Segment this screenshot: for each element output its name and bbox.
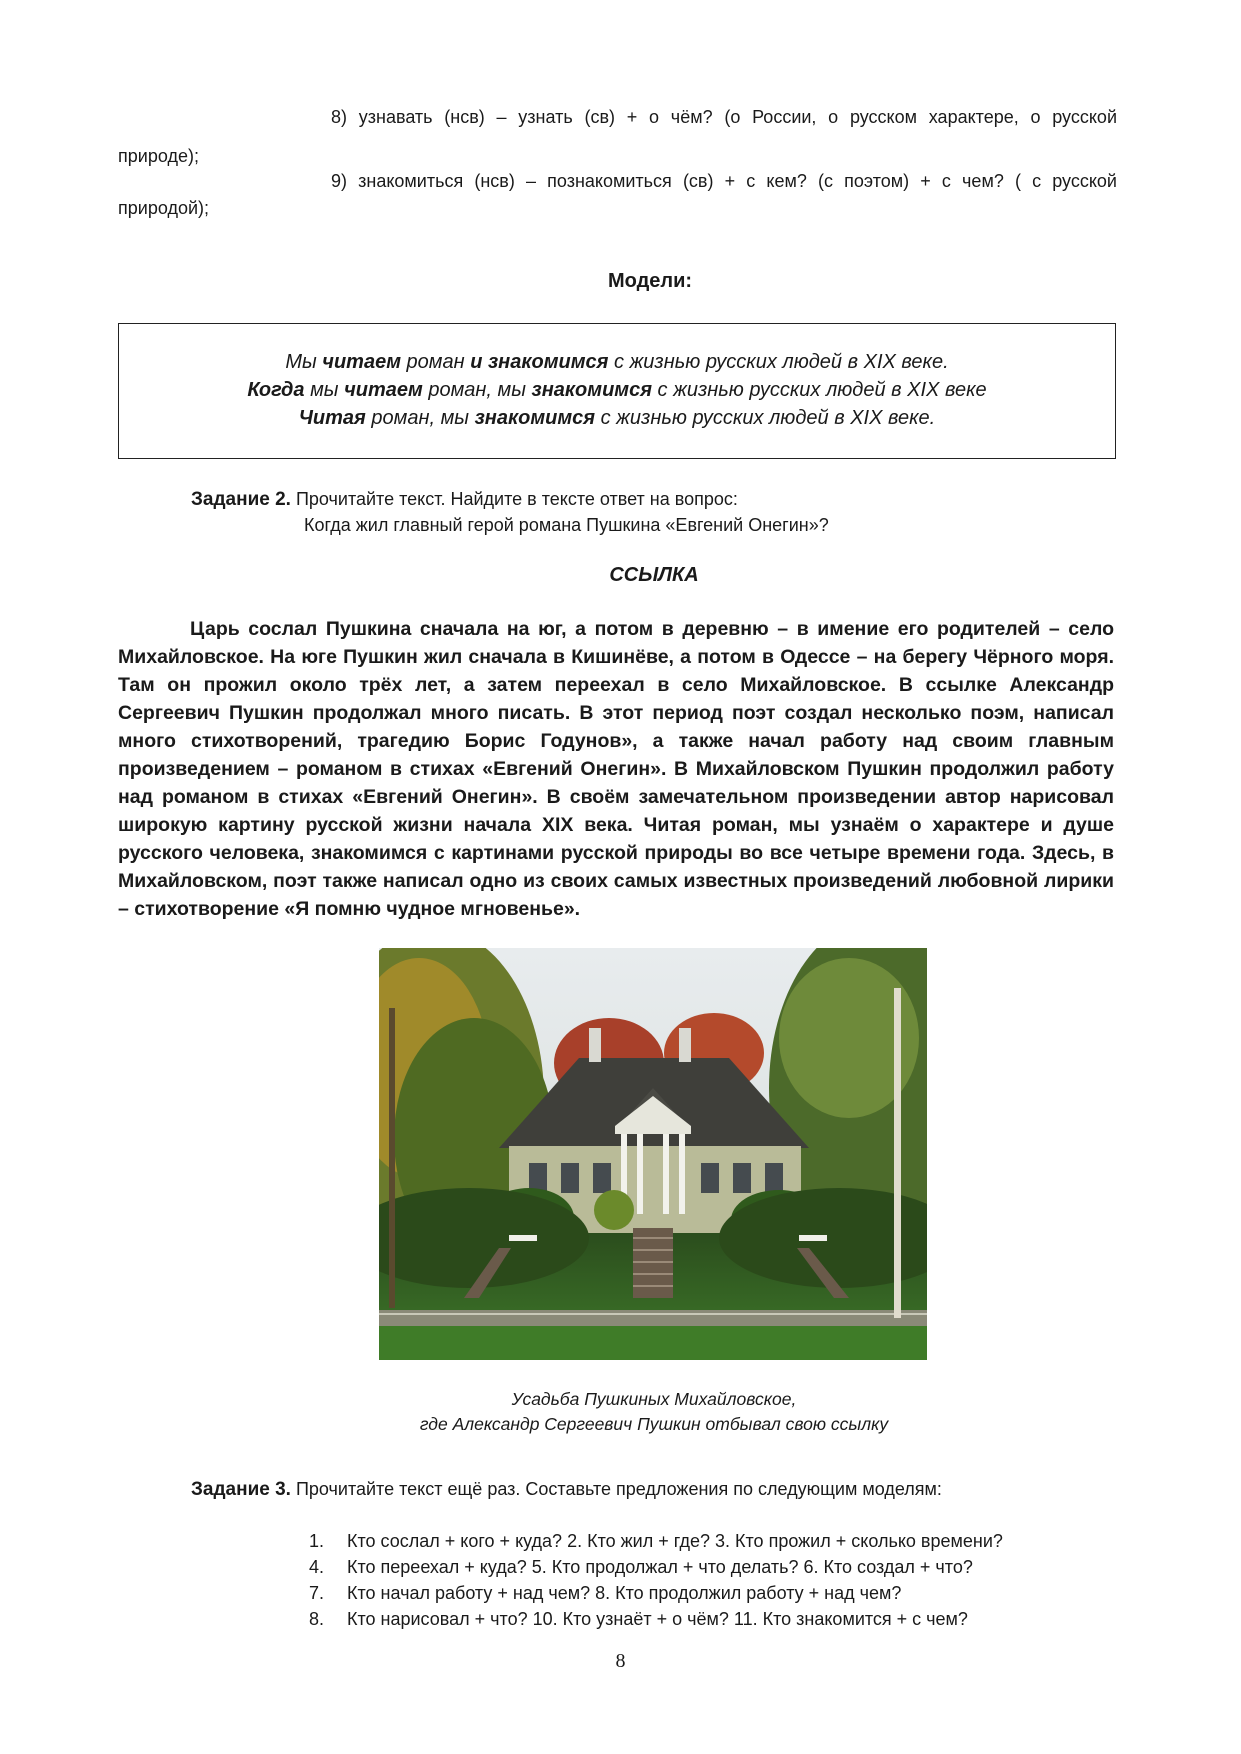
list-item	[309, 1528, 1003, 1554]
model-text: с жизнью русских людей в XIX веке.	[608, 351, 949, 373]
model-line-2	[119, 376, 1115, 404]
model-text: с жизнью русских людей в XIX веке	[651, 379, 987, 401]
vocab-item-9-continuation: природой);	[118, 198, 210, 218]
page-number: 8	[615, 1650, 626, 1672]
estate-photo	[379, 948, 927, 1360]
vocab-item-8: 8) узнавать (нсв) – узнать (св) + о чём? (о России, о русском характере, о русской	[331, 107, 1117, 127]
model-emphasis: знакомимся	[531, 379, 652, 401]
list-item-number: 4.	[309, 1557, 325, 1577]
list-item-text: Кто нарисовал + что? 10. Кто узнаёт + о чём? 11. Кто знакомится + с чем?	[347, 1609, 968, 1629]
task2-question: Когда жил главный герой романа Пушкина «Евгений Онегин»?	[304, 515, 829, 535]
task3-list	[309, 1528, 1003, 1632]
task2-label: Задание 2.	[191, 489, 291, 510]
model-emphasis: читаем	[344, 379, 423, 401]
model-text: Мы	[285, 351, 323, 373]
vocab-item-9: 9) знакомиться (нсв) – познакомиться (св) + с кем? (с поэтом) + с чем? ( с русской	[331, 171, 1117, 191]
list-item-number: 1.	[309, 1531, 325, 1551]
photo-caption-line-1: Усадьба Пушкиных Михайловское,	[511, 1389, 797, 1409]
model-text: роман	[400, 351, 471, 373]
models-box	[118, 323, 1116, 459]
estate-photo-illustration	[379, 948, 927, 1360]
main-text: Царь сослал Пушкина сначала на юг, а потом в деревню – в имение его родителей – село Михайловское. На юге Пушкин жил сначала в Кишинёве, а потом в Одессе – на берегу Чёрного моря. Там он прожил около трёх лет, а затем переехал в село Михайловское. В ссылке Александр Сергеевич Пушкин продолжал много писать. В этот период поэт создал несколько поэм, написал много стихотворений, трагедию Борис Годунов», а также начал работу над своим главным произведением – романом в стихах «Евгений Онегин». В Михайловском Пушкин продолжил работу над романом в стихах «Евгений Онегин». В своём замечательном произведении автор нарисовал широкую картину русской жизни начала XIX века. Читая роман, мы узнаём о характере и душе русского человека, знакомимся с картинами русской природы во все четыре времени года. Здесь, в Михайловском, поэт также написал одно из своих самых известных произведений любовной лирики – стихотворение «Я помню чудное мгновенье».	[118, 618, 1114, 920]
task3-instruction	[191, 1476, 942, 1503]
task2-instruction	[191, 486, 738, 513]
text-title: ССЫЛКА	[609, 564, 699, 586]
list-item	[309, 1580, 1003, 1606]
list-item	[309, 1606, 1003, 1632]
model-text: роман, мы	[422, 379, 532, 401]
model-text: роман, мы	[365, 407, 475, 429]
model-text: с жизнью русских людей в XIX веке.	[595, 407, 936, 429]
models-heading: Модели:	[607, 270, 693, 292]
model-emphasis: читаем	[322, 351, 401, 373]
list-item-text: Кто начал работу + над чем? 8. Кто продолжил работу + над чем?	[347, 1583, 902, 1603]
model-emphasis: Читая	[298, 407, 366, 429]
photo-caption-line-2: где Александр Сергеевич Пушкин отбывал свою ссылку	[419, 1414, 889, 1434]
task2-text: Прочитайте текст. Найдите в тексте ответ на вопрос:	[290, 489, 738, 509]
list-item-number: 8.	[309, 1609, 325, 1629]
model-emphasis: и знакомимся	[470, 351, 609, 373]
model-line-1	[119, 348, 1115, 376]
model-emphasis: знакомимся	[474, 407, 596, 429]
model-emphasis: Когда	[247, 379, 305, 401]
list-item-text: Кто сослал + кого + куда? 2. Кто жил + где? 3. Кто прожил + сколько времени?	[347, 1531, 1003, 1551]
vocab-item-8-continuation: природе);	[118, 146, 199, 166]
model-text: мы	[304, 379, 345, 401]
list-item	[309, 1554, 1003, 1580]
task3-label: Задание 3.	[191, 1479, 291, 1500]
list-item-text: Кто переехал + куда? 5. Кто продолжал + что делать? 6. Кто создал + что?	[347, 1557, 973, 1577]
task3-text: Прочитайте текст ещё раз. Составьте предложения по следующим моделям:	[290, 1479, 942, 1499]
list-item-number: 7.	[309, 1583, 325, 1603]
model-line-3	[119, 404, 1115, 432]
